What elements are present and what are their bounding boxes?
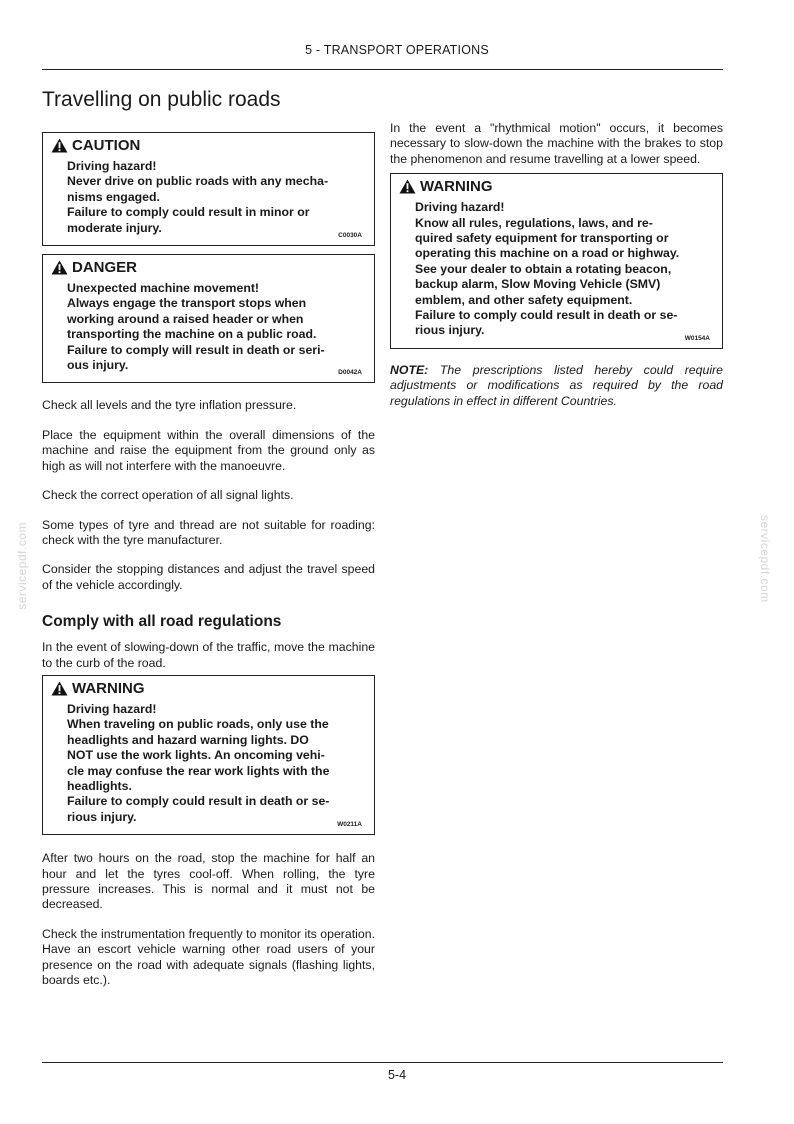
warning-line: headlights and hazard warning lights. DO	[67, 732, 309, 747]
warning-line: See your dealer to obtain a rotating beacon,	[415, 261, 672, 276]
warning-box	[390, 173, 723, 349]
warning-line: cle may confuse the rear work lights with the	[67, 763, 330, 778]
caution-line: nisms engaged.	[67, 189, 160, 204]
page-title: Travelling on public roads	[42, 88, 281, 111]
note-text: The prescriptions listed hereby could require adjustments or modifications as required by the road regulations in effect in different Countries.	[390, 362, 723, 408]
warning-line: operating this machine on a road or highway.	[415, 246, 680, 261]
section-title: 5 - TRANSPORT OPERATIONS	[305, 43, 489, 57]
caution-box	[42, 132, 375, 246]
warning-label: WARNING	[420, 178, 493, 196]
watermark-left: servicepdf.com	[15, 522, 29, 610]
danger-line: Failure to comply will result in death or seri-	[67, 342, 325, 357]
warning-line: Driving hazard!	[415, 200, 505, 215]
warning-line: emblem, and other safety equipment.	[415, 292, 633, 307]
warning-code: W0154A	[684, 334, 710, 342]
caution-header	[51, 137, 354, 154]
warning-header	[51, 680, 354, 697]
warning-text	[399, 200, 702, 339]
danger-label: DANGER	[72, 259, 138, 277]
paragraph: Consider the stopping distances and adjust the travel speed of the vehicle accordingly.	[42, 562, 375, 592]
footer-rule	[42, 1062, 723, 1063]
warning-text	[51, 702, 354, 825]
warning-line: NOT use the work lights. An oncoming vehi-	[67, 748, 325, 763]
note	[390, 363, 723, 409]
warning-line: When traveling on public roads, only use the	[67, 717, 329, 732]
paragraph: In the event a "rhythmical motion" occurs, it becomes necessary to slow-down the machine with the brakes to stop the phenomenon and resume travelling at a lower speed.	[390, 121, 723, 166]
paragraph: Place the equipment within the overall dimensions of the machine and raise the equipment from the ground only as high as will not interfere with the manoeuvre.	[42, 427, 375, 473]
paragraph: Some types of tyre and thread are not suitable for roading: check with the tyre manufacturer.	[42, 517, 375, 547]
warning-line: backup alarm, Slow Moving Vehicle (SMV)	[415, 277, 661, 292]
note-label: NOTE:	[390, 362, 429, 377]
warning-triangle-icon	[51, 138, 68, 153]
warning-line: rious injury.	[67, 809, 137, 824]
warning-line: Failure to comply could result in death or se-	[415, 308, 678, 323]
warning-triangle-icon	[399, 179, 416, 194]
right-column	[390, 121, 723, 409]
header-rule	[42, 69, 723, 70]
caution-line: Failure to comply could result in minor or	[67, 205, 310, 220]
danger-code: D0042A	[338, 369, 362, 377]
caution-line: moderate injury.	[67, 220, 162, 235]
paragraph: In the event of slowing-down of the traffic, move the machine to the curb of the road.	[42, 640, 375, 670]
watermark-right: servicepdf.com	[758, 515, 772, 603]
warning-box	[42, 675, 375, 835]
paragraph: Check the instrumentation frequently to monitor its operation. Have an escort vehicle warning other road users of your presence on the road with adequate signals (flashing lights, boards etc.).	[42, 926, 375, 988]
danger-header	[51, 259, 354, 276]
warning-header	[399, 178, 702, 195]
warning-line: Failure to comply could result in death or se-	[67, 794, 330, 809]
warning-label: WARNING	[72, 679, 145, 697]
page-number: 5-4	[387, 1068, 407, 1082]
danger-line: ous injury.	[67, 358, 129, 373]
danger-line: Always engage the transport stops when	[67, 296, 307, 311]
warning-line: headlights.	[67, 778, 132, 793]
paragraph: Check all levels and the tyre inflation pressure.	[42, 398, 297, 413]
danger-line: Unexpected machine movement!	[67, 281, 260, 296]
warning-line: Driving hazard!	[67, 701, 157, 716]
paragraph: After two hours on the road, stop the machine for half an hour and let the tyres cool-off. When rolling, the tyre pressure increases. This is normal and it must not be decreased.	[42, 851, 375, 912]
danger-text	[51, 281, 354, 373]
left-column	[42, 132, 375, 1002]
caution-line: Never drive on public roads with any mecha-	[67, 174, 329, 189]
caution-label: CAUTION	[72, 137, 141, 154]
warning-line: rious injury.	[415, 323, 485, 338]
danger-box	[42, 254, 375, 383]
paragraph: Check the correct operation of all signal lights.	[42, 488, 294, 503]
danger-line: transporting the machine on a public road.	[67, 327, 317, 342]
warning-line: quired safety equipment for transporting or	[415, 231, 669, 246]
caution-code: C0030A	[338, 232, 362, 240]
warning-line: Know all rules, regulations, laws, and re-	[415, 215, 653, 230]
caution-text	[51, 159, 354, 236]
warning-code: W0211A	[337, 821, 362, 829]
caution-line: Driving hazard!	[67, 159, 157, 173]
warning-triangle-icon	[51, 260, 68, 275]
danger-line: working around a raised header or when	[67, 311, 304, 326]
warning-triangle-icon	[51, 681, 68, 696]
section-subheading: Comply with all road regulations	[42, 613, 282, 631]
